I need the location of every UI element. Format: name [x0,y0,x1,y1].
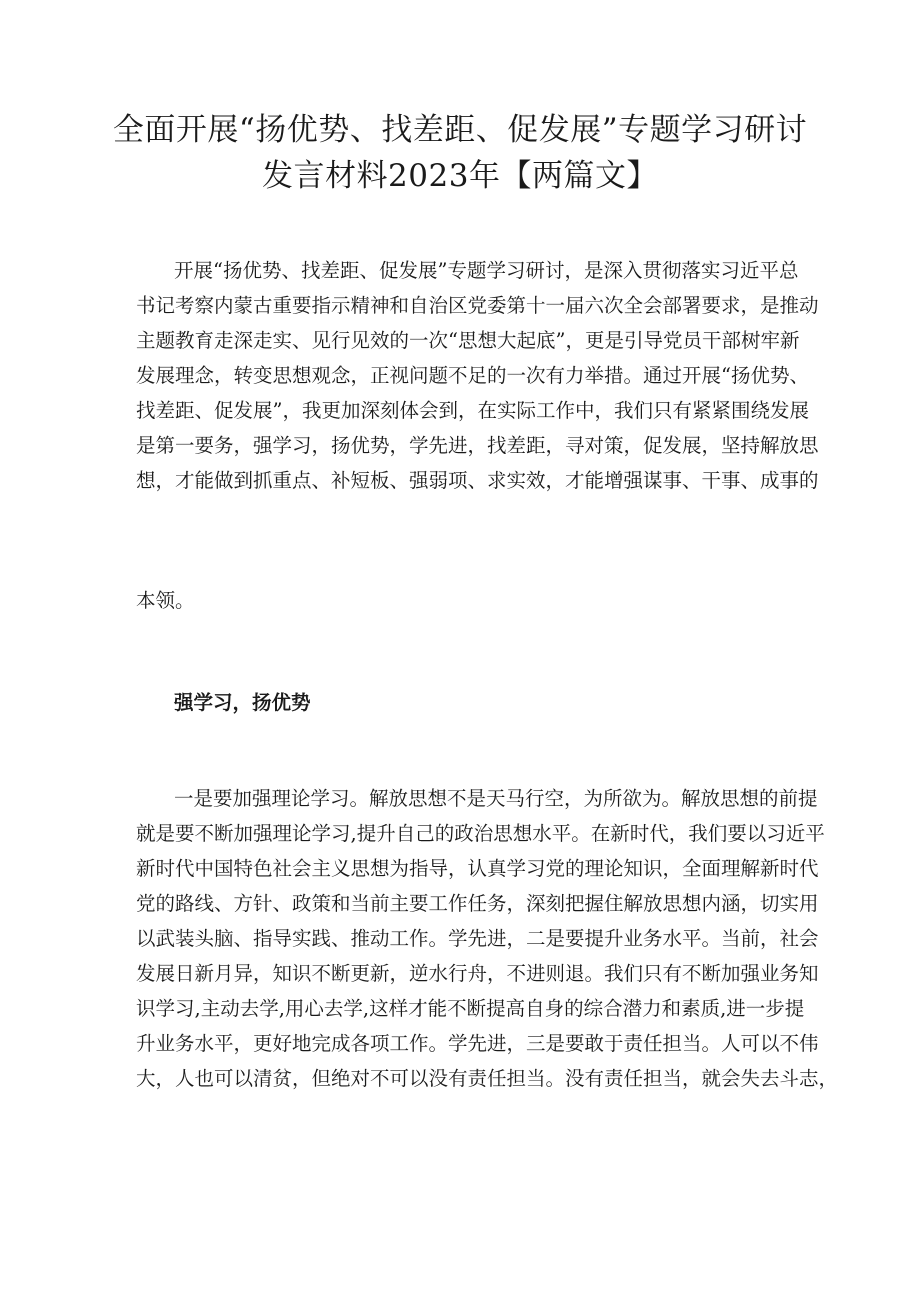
paragraph-line: 发展理念，转变思想观念，正视问题不足的一次有力举措。通过开展“扬优势、 [136,364,809,387]
paragraph-line: 就是要不断加强理论学习,提升自己的政治思想水平。在新时代，我们要以习近平 [136,822,825,845]
document-title-line-2: 发言材料2023年【两篇文】 [262,158,658,194]
section-heading: 强学习，扬优势 [174,691,311,714]
paragraph-line: 大，人也可以清贫，但绝对不可以没有责任担当。没有责任担当，就会失去斗志， [136,1067,839,1090]
paragraph-line: 开展“扬优势、找差距、促发展”专题学习研讨，是深入贯彻落实习近平总 [174,259,799,282]
paragraph-line: 找差距、促发展”，我更加深刻体会到，在实际工作中，我们只有紧紧围绕发展 [136,399,809,422]
paragraph-line: 新时代中国特色社会主义思想为指导，认真学习党的理论知识，全面理解新时代 [136,857,819,880]
paragraph-line: 本领。 [136,589,195,612]
paragraph-line: 以武装头脑、指导实践、推动工作。学先进，二是要提升业务水平。当前，社会 [136,927,819,950]
paragraph-line: 书记考察内蒙古重要指示精神和自治区党委第十一届六次全会部署要求，是推动 [136,294,819,317]
paragraph-line: 识学习,主动去学,用心去学,这样才能不断提高自身的综合潜力和素质,进一步提 [136,997,805,1020]
paragraph-line: 主题教育走深走实、见行见效的一次“思想大起底”，更是引导党员干部树牢新 [136,329,800,352]
paragraph-line: 一是要加强理论学习。解放思想不是天马行空，为所欲为。解放思想的前提 [174,787,818,810]
document-title-line-1: 全面开展“扬优势、找差距、促发展”专题学习研讨 [112,112,808,148]
paragraph-line: 发展日新月异，知识不断更新，逆水行舟，不进则退。我们只有不断加强业务知 [136,962,819,985]
paragraph-line: 升业务水平，更好地完成各项工作。学先进，三是要敢于责任担当。人可以不伟 [136,1032,819,1055]
paragraph-line: 想，才能做到抓重点、补短板、强弱项、求实效，才能增强谋事、干事、成事的 [136,469,819,492]
paragraph-line: 是第一要务，强学习，扬优势，学先进，找差距，寻对策，促发展，坚持解放思 [136,434,819,457]
paragraph-line: 党的路线、方针、政策和当前主要工作任务，深刻把握住解放思想内涵，切实用 [136,892,819,915]
